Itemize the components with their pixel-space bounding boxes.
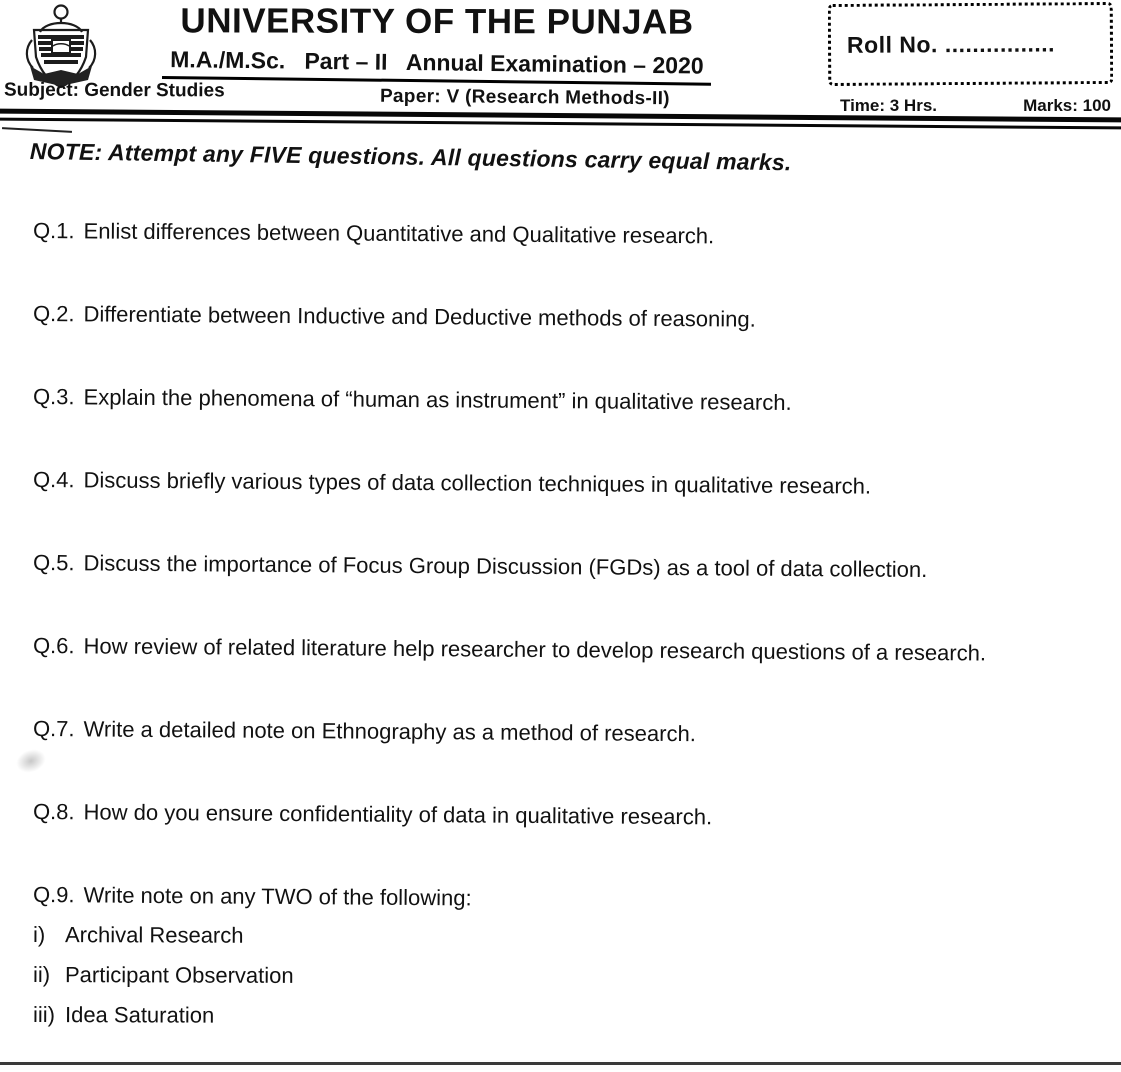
subitem-text: Idea Saturation	[64, 1002, 215, 1028]
paper-label: Paper: V (Research Methods-II)	[379, 85, 670, 110]
question-number: Q.3.	[32, 384, 75, 410]
question-7	[33, 714, 1041, 752]
subitem-2	[33, 960, 1041, 994]
question-text: Enlist differences between Quantitative and Qualitative research.	[83, 218, 715, 249]
bottom-divider	[0, 1062, 1121, 1065]
subitem-number: ii)	[32, 962, 51, 988]
question-text: Discuss briefly various types of data collection techniques in qualitative research.	[83, 467, 872, 499]
question-number: Q.5.	[32, 550, 75, 576]
question-1	[33, 216, 1041, 254]
time-label: Time: 3 Hrs.	[840, 96, 938, 115]
question-number: Q.9.	[32, 882, 75, 908]
question-number: Q.6.	[32, 633, 75, 659]
question-text: Explain the phenomena of “human as instrument” in qualitative research.	[83, 384, 792, 415]
question-text: Discuss the importance of Focus Group Discussion (FGDs) as a tool of data collection.	[83, 550, 928, 583]
subitem-number: iii)	[32, 1002, 56, 1028]
question-4	[33, 465, 1041, 503]
question-9	[33, 880, 1041, 918]
question-number: Q.1.	[32, 218, 75, 244]
question-8	[33, 797, 1041, 835]
subitem-number: i)	[32, 922, 46, 948]
question-3	[33, 382, 1041, 420]
university-title: UNIVERSITY OF THE PUNJAB	[180, 1, 694, 42]
question-5	[33, 548, 1041, 586]
question-number: Q.4.	[32, 467, 75, 493]
question-6	[33, 631, 1041, 669]
scan-line-artifact	[2, 127, 72, 133]
roll-no-label: Roll No. ................	[846, 29, 1056, 58]
question-text: How review of related literature help researcher to develop research questions of a research.	[83, 633, 987, 666]
question-text: How do you ensure confidentiality of data in qualitative research.	[83, 799, 713, 830]
question-number: Q.7.	[32, 716, 75, 742]
subitem-text: Archival Research	[64, 922, 244, 948]
subitem-text: Participant Observation	[64, 962, 294, 988]
question-number: Q.8.	[32, 799, 75, 825]
exam-session-line: M.A./M.Sc. Part – II Annual Examination – 2020	[162, 46, 712, 86]
question-list	[33, 216, 1041, 1040]
question-text: Differentiate between Inductive and Deductive methods of reasoning.	[83, 301, 756, 332]
marks-label: Marks: 100	[1023, 96, 1111, 115]
subject-label: Subject: Gender Studies	[3, 79, 225, 102]
roll-no-section	[828, 3, 1113, 116]
question-number: Q.2.	[32, 301, 75, 327]
subitem-1	[33, 920, 1041, 954]
question-2	[33, 299, 1041, 337]
question-text: Write a detailed note on Ethnography as a method of research.	[83, 716, 696, 747]
note-line: NOTE: Attempt any FIVE questions. All questions carry equal marks.	[29, 138, 792, 176]
question-text: Write note on any TWO of the following:	[83, 882, 472, 911]
header	[112, 2, 762, 79]
roll-no-box	[828, 2, 1114, 86]
subitem-3	[33, 1000, 1041, 1034]
